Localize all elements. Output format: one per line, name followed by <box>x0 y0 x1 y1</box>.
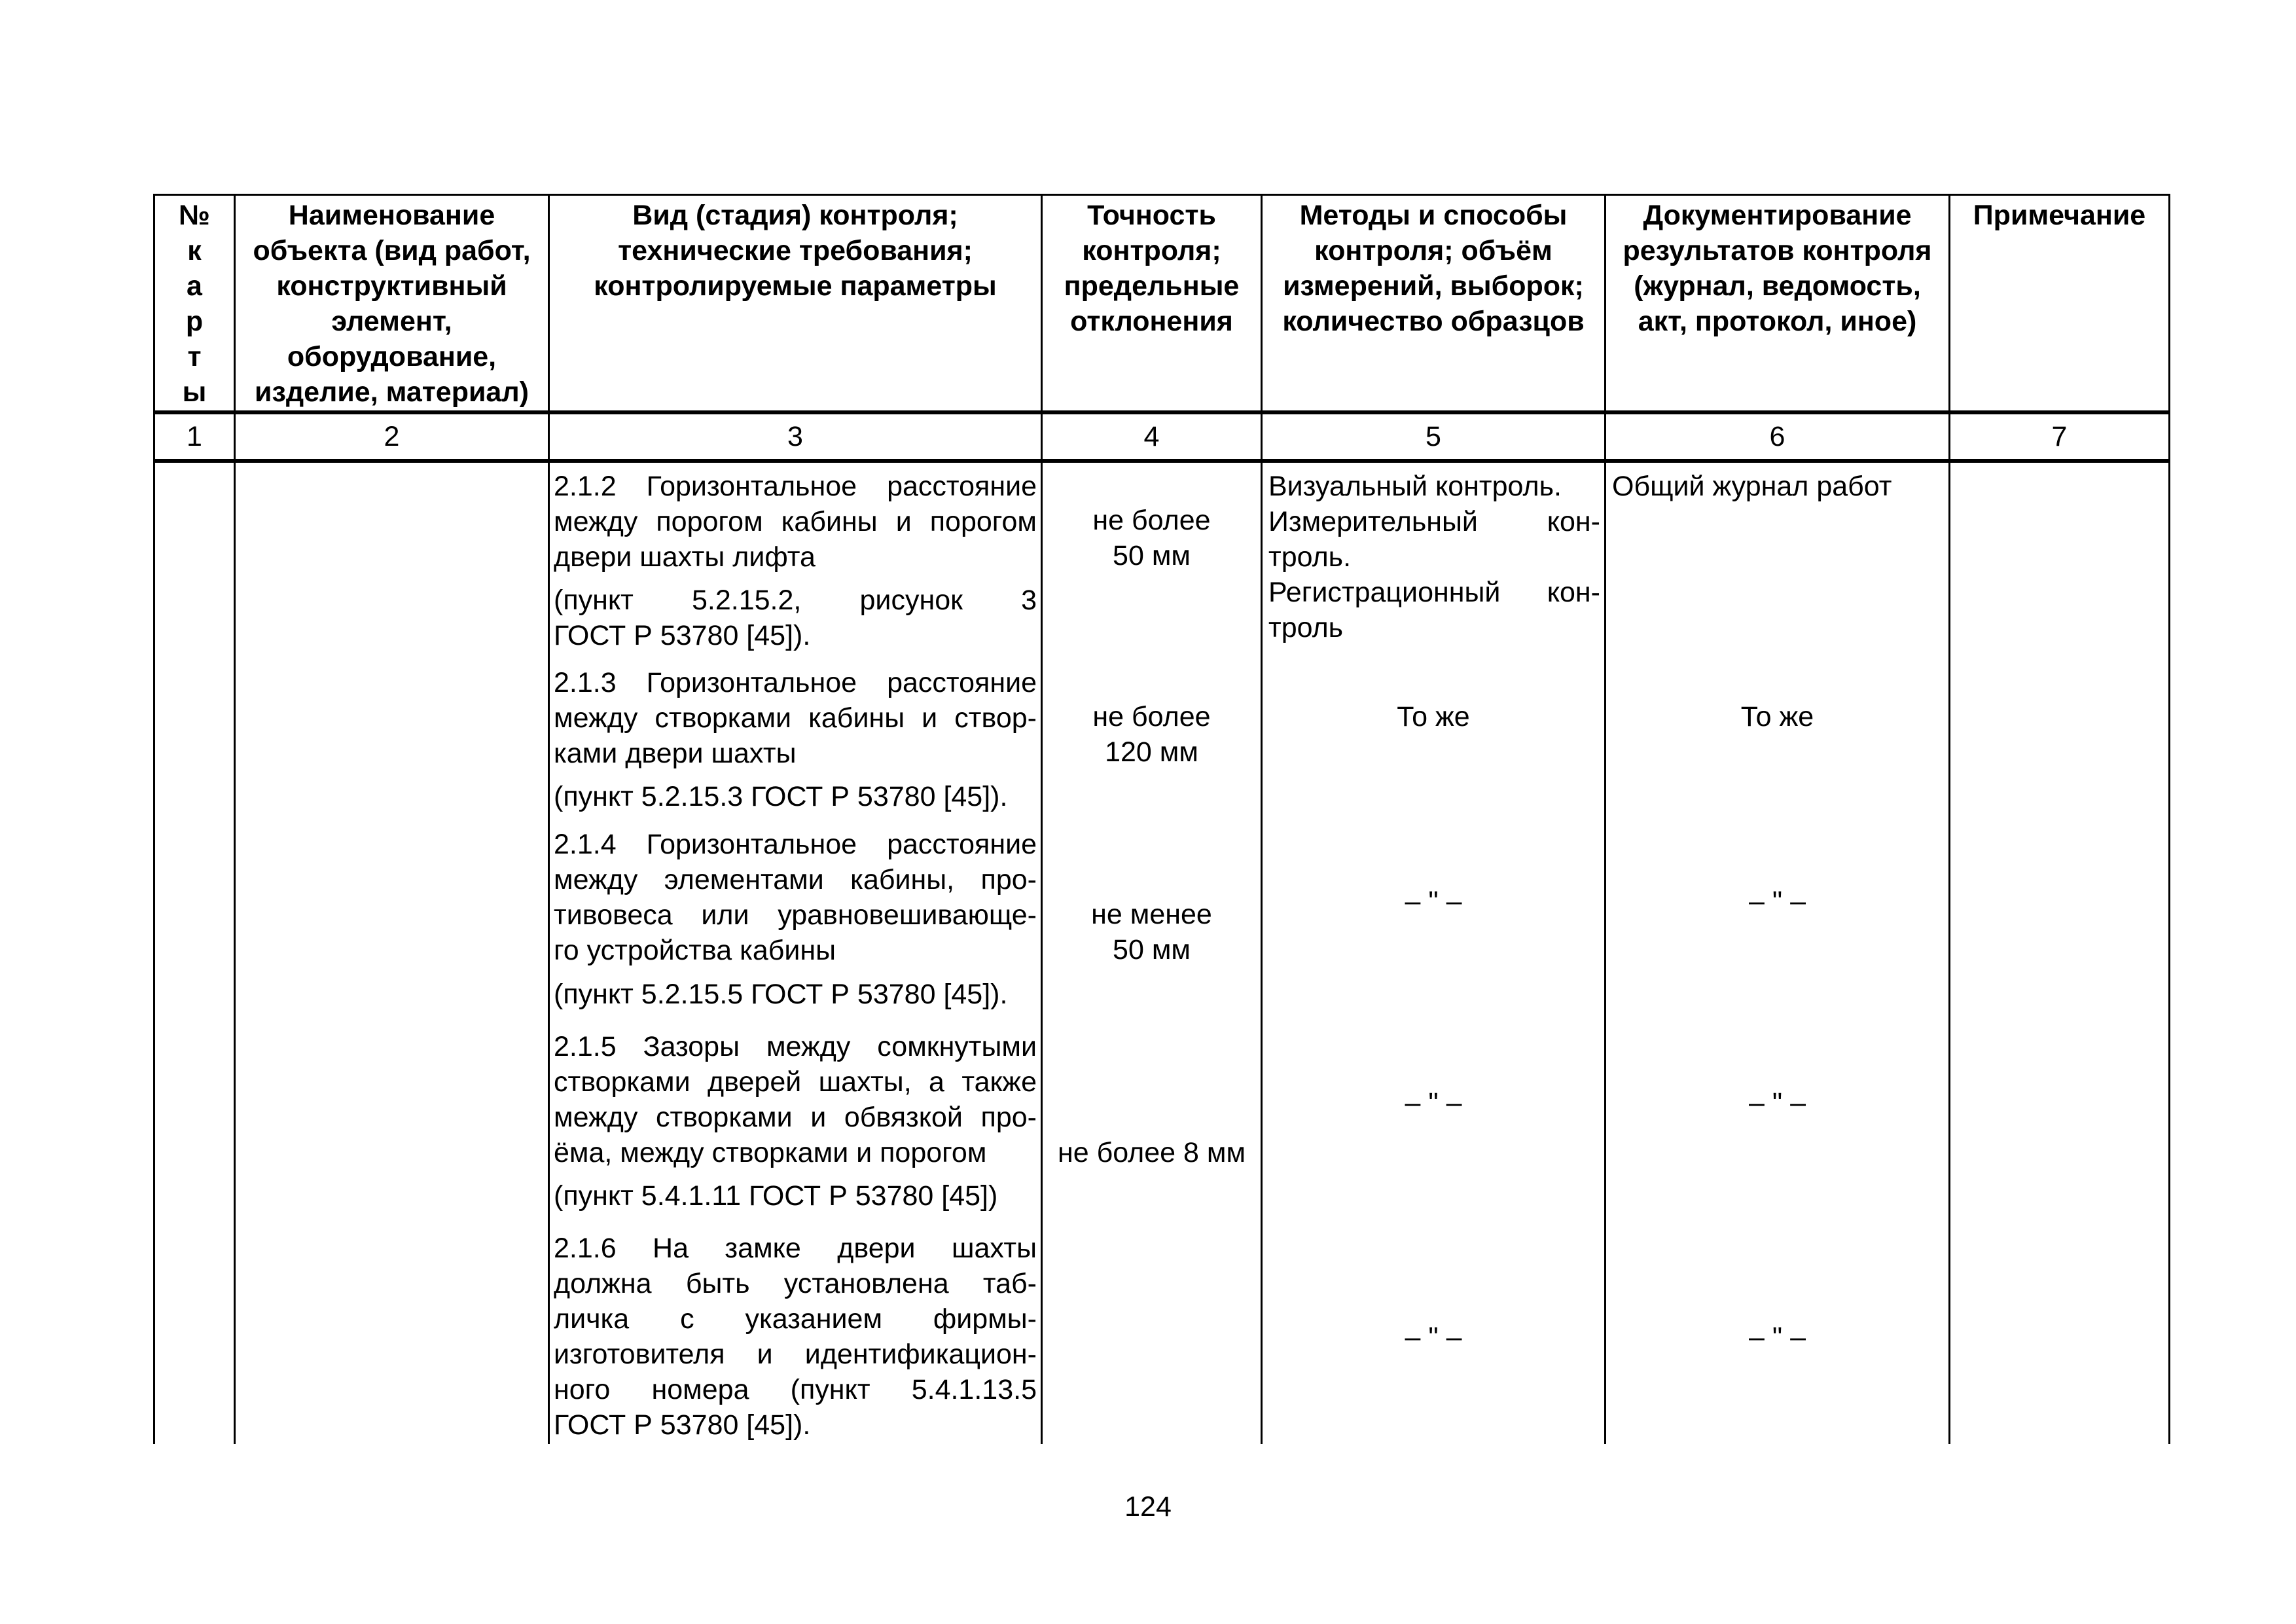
col-border-3 <box>1041 194 1043 1444</box>
header-bottom-border <box>153 410 2170 414</box>
table-row-2-1-4-accuracy: не менее 50 мм <box>1091 899 1212 965</box>
table-row-2-1-5-reference: (пункт 5.4.1.11 ГОСТ Р 53780 [45]) <box>554 1180 998 1212</box>
header-col-control-type: Вид (стадия) контроля; технические требования; контролируемые параметры <box>594 200 997 302</box>
table-row-2-1-3-documentation: То же <box>1740 701 1814 732</box>
header-col-note: Примечание <box>1973 200 2146 231</box>
table-row-2-1-4-documentation: – " – <box>1749 886 1806 917</box>
header-col-methods: Методы и способы контроля; объём измерений, выборок; количество образцов <box>1282 200 1585 337</box>
table-row-2-1-3-requirement: 2.1.3 Горизонтальное расстояние между створками кабины и створ- ками двери шахты <box>554 667 1037 769</box>
table-row-2-1-2-accuracy: не более 50 мм <box>1092 505 1211 571</box>
page-number: 124 <box>1124 1491 1172 1523</box>
table-row-2-1-5-requirement: 2.1.5 Зазоры между сомкнутыми створками дверей шахты, а также между створками и обвязкой про- ёма, между створками и порогом <box>554 1031 1037 1168</box>
table-row-2-1-2-documentation: Общий журнал работ <box>1612 471 1892 502</box>
table-row-2-1-2-method: Визуальный контроль. Измерительный кон- троль. Регистрационный кон- троль <box>1268 471 1600 643</box>
column-number-3: 3 <box>787 421 803 452</box>
col-border-5 <box>1604 194 1606 1444</box>
col-border-2 <box>548 194 550 1444</box>
table-row-2-1-2-requirement: 2.1.2 Горизонтальное расстояние между порогом кабины и порогом двери шахты лифта <box>554 471 1037 573</box>
table-row-2-1-3-accuracy: не более 120 мм <box>1092 701 1211 768</box>
header-col-accuracy: Точность контроля; предельные отклонения <box>1064 200 1240 337</box>
column-number-5: 5 <box>1426 421 1441 452</box>
column-number-4: 4 <box>1143 421 1160 452</box>
col-border-4 <box>1261 194 1263 1444</box>
header-col-card-number: № к а р т ы <box>179 200 210 408</box>
table-row-2-1-6-documentation: – " – <box>1749 1322 1806 1353</box>
table-row-2-1-5-documentation: – " – <box>1749 1087 1806 1119</box>
table-row-2-1-4-reference: (пункт 5.2.15.5 ГОСТ Р 53780 [45]). <box>554 979 1008 1010</box>
numbers-bottom-border <box>153 459 2170 463</box>
table-row-2-1-3-method: То же <box>1397 701 1470 732</box>
table-row-2-1-5-accuracy: не более 8 мм <box>1057 1137 1246 1168</box>
table-row-2-1-3-reference: (пункт 5.2.15.3 ГОСТ Р 53780 [45]). <box>554 781 1008 812</box>
col-border-6 <box>1948 194 1950 1444</box>
header-col-documentation: Документирование результатов контроля (журнал, ведомость, акт, протокол, иное) <box>1623 200 1932 337</box>
header-col-object: Наименование объекта (вид работ, конструктивный элемент, оборудование, изделие, материал) <box>253 200 531 408</box>
table-row-2-1-4-method: – " – <box>1405 886 1462 917</box>
table-row-2-1-6-method: – " – <box>1405 1322 1462 1353</box>
column-number-2: 2 <box>384 421 400 452</box>
table-row-2-1-5-method: – " – <box>1405 1087 1462 1119</box>
column-number-6: 6 <box>1769 421 1785 452</box>
table-row-2-1-2-reference: (пункт 5.2.15.2, рисунок 3 ГОСТ Р 53780 [45]). <box>554 585 1037 651</box>
table-row-2-1-4-requirement: 2.1.4 Горизонтальное расстояние между элементами кабины, про- тивовеса или уравновешивающе- го устройства кабины <box>554 829 1037 966</box>
column-number-7: 7 <box>2051 421 2068 452</box>
table-row-2-1-6-requirement: 2.1.6 На замке двери шахты должна быть установлена таб- личка с указанием фирмы- изготовителя и идентификацион- ного номера (пункт 5.4.1.13.5 ГОСТ Р 53780 [45]). <box>554 1233 1037 1441</box>
col-border-7 <box>2168 194 2170 1444</box>
table-top-border <box>153 194 2170 196</box>
column-number-1: 1 <box>187 421 202 452</box>
